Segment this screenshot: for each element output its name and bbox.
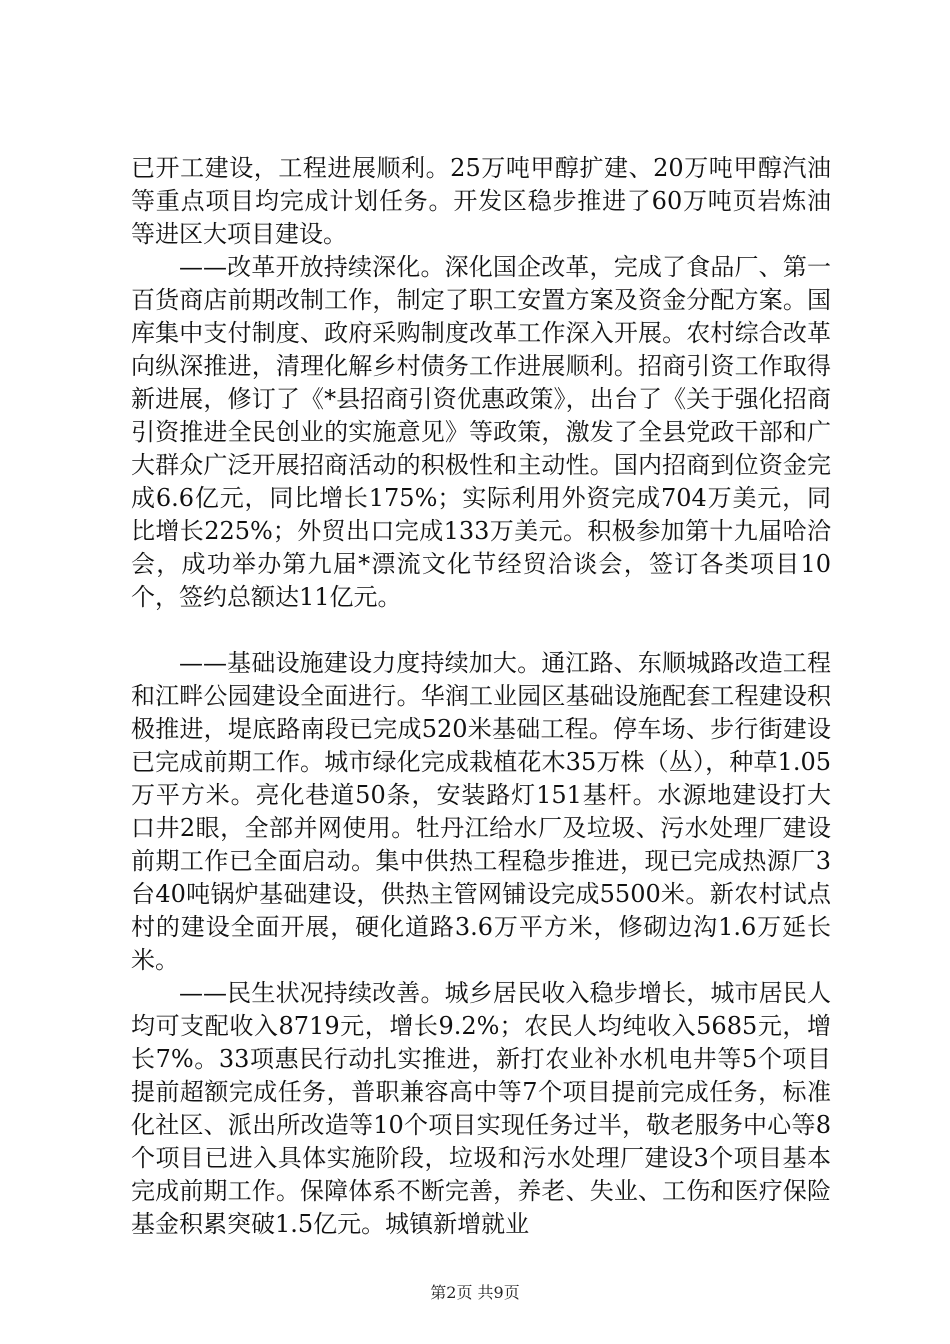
paragraph-livelihood: ——民生状况持续改善。城乡居民收入稳步增长，城市居民人均可支配收入8719元，增长9.2%；农民人均纯收入5685元，增长7%。33项惠民行动扎实推进，新打农业补水机电井等5个项目提前超额完成任务，普职兼容高中等7个项目提前完成任务，标准化社区、派出所改造等10个项目实现任务过半，敬老服务中心等8个项目已进入具体实施阶段，垃圾和污水处理厂建设3个项目基本完成前期工作。保障体系不断完善，养老、失业、工伤和医疗保险基金积累突破1.5亿元。城镇新增就业 <box>131 979 831 1238</box>
paragraph-infrastructure: ——基础设施建设力度持续加大。通江路、东顺城路改造工程和江畔公园建设全面进行。华润工业园区基础设施配套工程建设积极推进，堤底路南段已完成520米基础工程。停车场、步行街建设已完成前期工作。城市绿化完成栽植花木35万株（丛），种草1.05万平方米。亮化巷道50条，安装路灯151基杆。水源地建设打大口井2眼，全部并网使用。牡丹江给水厂及垃圾、污水处理厂建设前期工作已全面启动。集中供热工程稳步推进，现已完成热源厂3台40吨锅炉基础建设，供热主管网铺设完成5500米。新农村试点村的建设全面开展，硬化道路3.6万平方米，修砌边沟1.6万延长米。 <box>131 649 831 974</box>
paragraph-continuation: 已开工建设，工程进展顺利。25万吨甲醇扩建、20万吨甲醇汽油等重点项目均完成计划任务。开发区稳步推进了60万吨页岩炼油等进区大项目建设。 <box>131 154 831 248</box>
document-body <box>131 152 831 1241</box>
page-footer: 第2页 共9页 <box>430 1283 520 1302</box>
paragraph-reform-opening: ——改革开放持续深化。深化国企改革，完成了食品厂、第一百货商店前期改制工作，制定了职工安置方案及资金分配方案。国库集中支付制度、政府采购制度改革工作深入开展。农村综合改革向纵深推进，清理化解乡村债务工作进展顺利。招商引资工作取得新进展，修订了《*县招商引资优惠政策》，出台了《关于强化招商引资推进全民创业的实施意见》等政策，激发了全县党政干部和广大群众广泛开展招商活动的积极性和主动性。国内招商到位资金完成6.6亿元，同比增长175%；实际利用外资完成704万美元，同比增长225%；外贸出口完成133万美元。积极参加第十九届哈洽会，成功举办第九届*漂流文化节经贸洽谈会，签订各类项目10个，签约总额达11亿元。 <box>131 253 831 611</box>
